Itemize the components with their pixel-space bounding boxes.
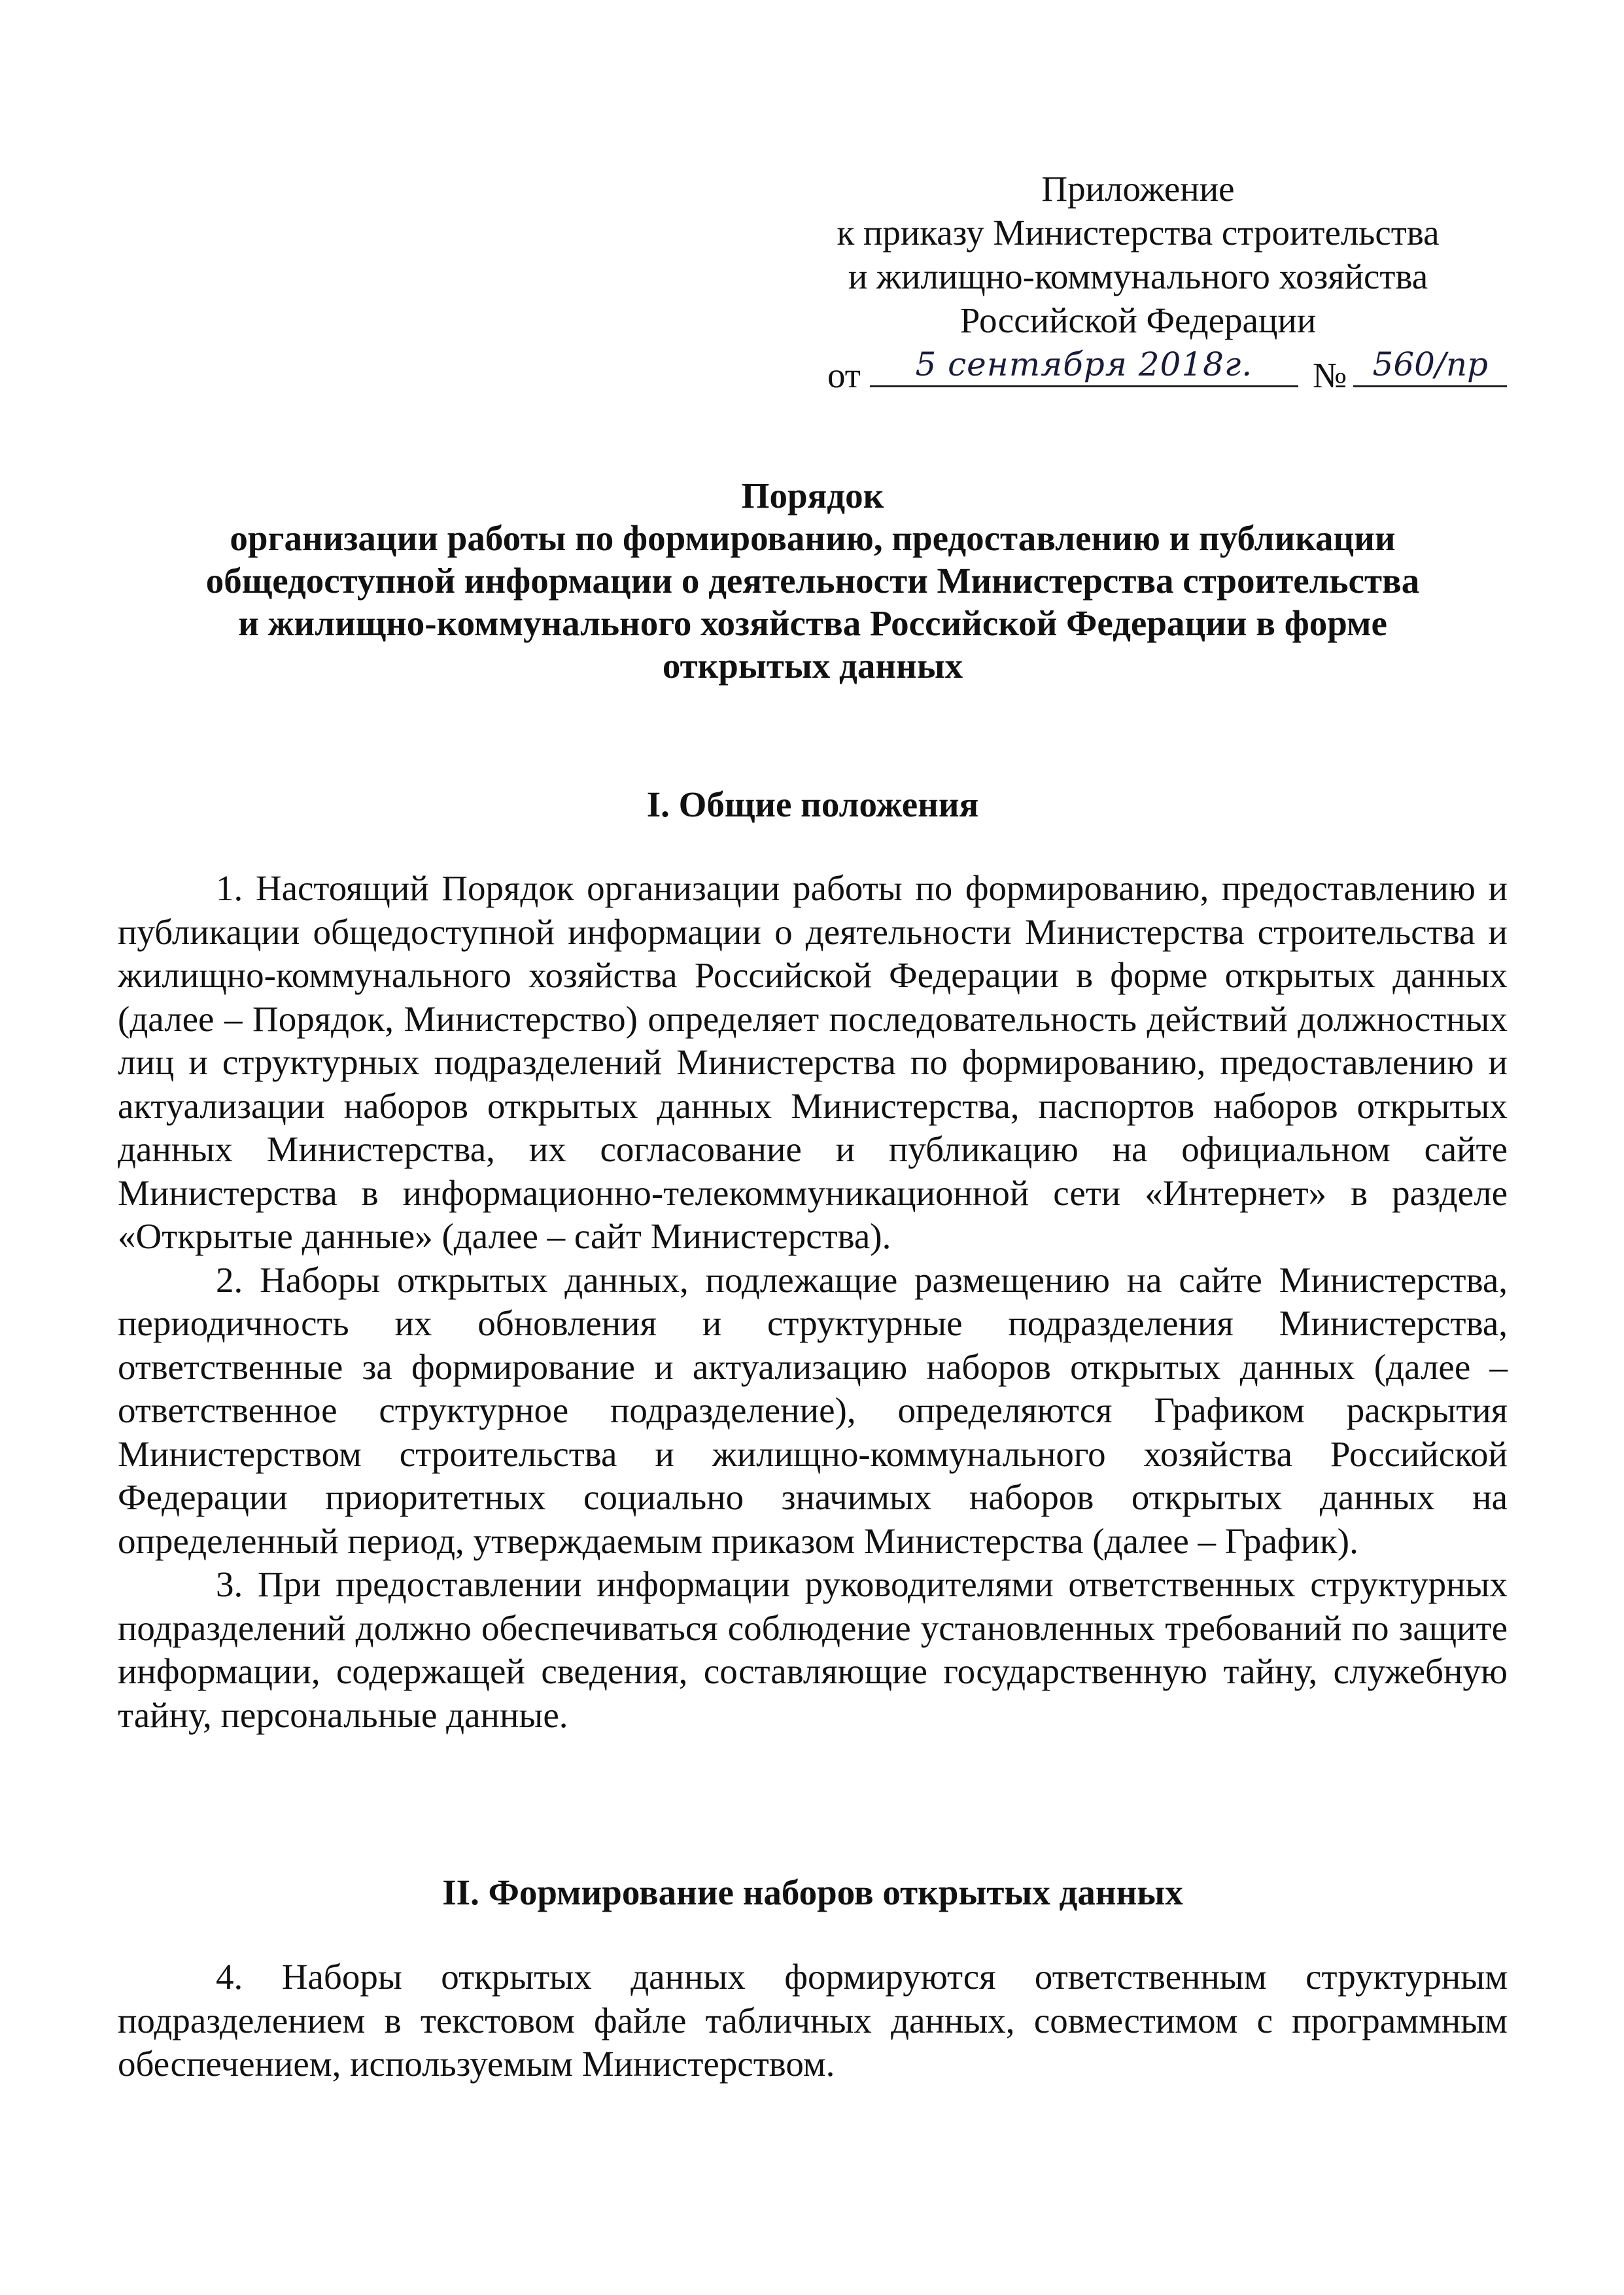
title-line: открытых данных — [662, 646, 963, 686]
section-heading-general: I. Общие положения — [646, 784, 979, 824]
order-date-number-line — [827, 345, 1507, 397]
handwritten-number: 560/пр — [1372, 345, 1489, 383]
date-field — [870, 345, 1298, 387]
paragraph: 3. При предоставлении информации руководителями ответственных структурных подразделений должно обеспечиваться соблюдение установленных требований по защите информации, содержащей сведения, составляющие государственную тайну, служебную тайну, персональные данные. — [118, 1564, 1508, 1735]
paragraph: 4. Наборы открытых данных формируются ответственным структурным подразделением в текстовом файле табличных данных, совместимом с программным обеспечением, используемым Министерством. — [118, 1957, 1508, 2084]
title-line: общедоступной информации о деятельности Министерства строительства — [205, 561, 1420, 601]
header-line-ministry: и жилищно-коммунального хозяйства — [848, 256, 1428, 296]
title-line: Порядок — [741, 476, 884, 516]
number-field — [1353, 345, 1507, 387]
paragraph: 2. Наборы открытых данных, подлежащие размещению на сайте Министерства, периодичность их обновления и структурные подразделения Министерства, ответственные за формирование и актуализацию наборов открытых данных (далее – ответственное структурное подразделение), определяются Графиком раскрытия Министерством строительства и жилищно-коммунального хозяйства Российской Федерации приоритетных социально значимых наборов открытых данных на определенный период, утверждаемым приказом Министерства (далее – График). — [118, 1259, 1508, 1561]
paragraph: 1. Настоящий Порядок организации работы по формированию, предоставлению и публикации общедоступной информации о деятельности Министерства строительства и жилищно-коммунального хозяйства Российской Федерации в форме открытых данных (далее – Порядок, Министерство) определяет последовательность действий должностных лиц и структурных подразделений Министерства по формированию, предоставлению и актуализации наборов открытых данных Министерства, паспортов наборов открытых данных Министерства, их согласование и публикацию на официальном сайте Министерства в информационно-телекоммуникационной сети «Интернет» в разделе «Открытые данные» (далее – сайт Министерства). — [118, 868, 1508, 1256]
section-heading-datasets: II. Формирование наборов открытых данных — [442, 1872, 1183, 1912]
section-body-datasets — [118, 1955, 1508, 2086]
header-line-country: Российской Федерации — [959, 300, 1317, 340]
title-line: организации работы по формированию, предоставлению и публикации — [230, 518, 1396, 558]
number-label: № — [1312, 355, 1347, 395]
from-label: от — [827, 355, 861, 395]
handwritten-date: 5 сентября 2018г. — [915, 345, 1253, 383]
header-line-order-ref: к приказу Министерства строительства — [837, 213, 1440, 253]
document-title — [118, 474, 1508, 687]
header-line-appendix: Приложение — [1041, 169, 1235, 209]
section-body-general — [118, 867, 1508, 1737]
title-line: и жилищно-коммунального хозяйства Российской Федерации в форме — [238, 603, 1387, 643]
approval-header — [733, 167, 1544, 342]
